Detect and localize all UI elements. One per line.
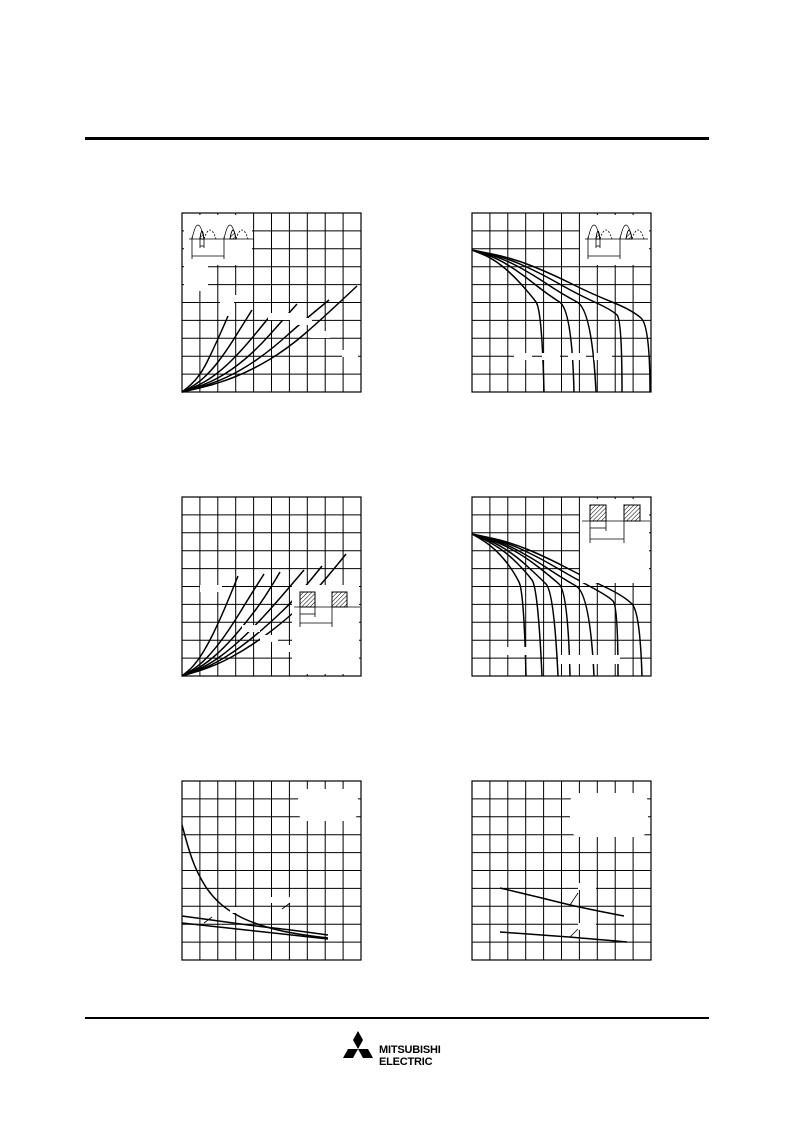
curve-1: [182, 825, 328, 938]
footer-rule: [85, 1017, 709, 1019]
sine-waveform-inset: [184, 215, 254, 291]
case-temperature-chart-half-wave: [472, 213, 651, 392]
mitsubishi-electric-logo: [339, 1031, 459, 1075]
chart-curves: [500, 888, 627, 942]
forward-power-loss-chart-rectangular: [182, 497, 361, 676]
forward-power-loss-chart-half-wave: [182, 213, 361, 392]
curve-6: [182, 286, 357, 392]
curve-leaders: [570, 893, 578, 937]
chart-curves: [182, 286, 357, 392]
curve-2: [500, 932, 627, 942]
brand-wordmark: [379, 1044, 441, 1068]
rectangular-waveform-inset: [580, 499, 650, 583]
header-rule: [85, 137, 709, 140]
three-diamonds-icon: [339, 1031, 377, 1071]
brand-line-1: MITSUBISHI: [379, 1044, 441, 1056]
curve-4: [472, 250, 622, 392]
transient-characteristic-chart-right: [472, 781, 651, 960]
transient-characteristic-chart-left: [182, 781, 361, 960]
chart-curves: [182, 825, 328, 939]
condition-box-mask: [230, 789, 358, 913]
brand-line-2: ELECTRIC: [379, 1056, 433, 1068]
curve-1: [182, 316, 228, 392]
sine-waveform-inset: [580, 215, 649, 265]
curve-2: [472, 250, 574, 392]
condition-box-mask: [570, 793, 648, 930]
case-temperature-chart-rectangular: [472, 497, 651, 676]
